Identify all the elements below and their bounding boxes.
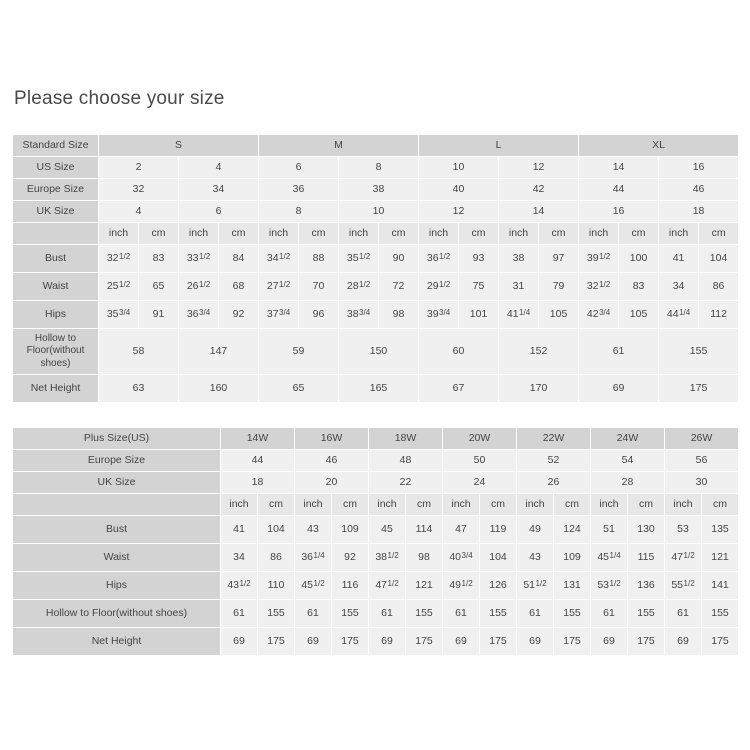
measure-cell: 92 xyxy=(332,544,369,572)
measure-cell: 175 xyxy=(628,628,665,656)
measure-cell: 147 xyxy=(179,329,259,375)
row-label-hips: Hips xyxy=(13,572,221,600)
plus-size-cell: 20W xyxy=(443,428,517,450)
measure-cell: 175 xyxy=(659,375,739,403)
measure-cell: 175 xyxy=(332,628,369,656)
measure-cell: 47 xyxy=(443,516,480,544)
measure-cell: 291/2 xyxy=(419,273,459,301)
unit-cell: cm xyxy=(459,223,499,245)
measure-cell: 69 xyxy=(517,628,554,656)
europe-size-cell: 54 xyxy=(591,450,665,472)
measure-cell: 104 xyxy=(699,245,739,273)
letter-size-xl: XL xyxy=(579,135,739,157)
measure-cell: 251/2 xyxy=(99,273,139,301)
table-row-us-size xyxy=(13,157,739,179)
table-row-bust xyxy=(13,245,739,273)
plus-size-cell: 14W xyxy=(221,428,295,450)
measure-cell: 69 xyxy=(591,628,628,656)
measure-cell: 34 xyxy=(221,544,258,572)
measure-cell: 83 xyxy=(619,273,659,301)
measure-cell: 86 xyxy=(699,273,739,301)
measure-cell: 441/4 xyxy=(659,301,699,329)
unit-cell: cm xyxy=(554,494,591,516)
table-row-plus-waist xyxy=(13,544,739,572)
measure-cell: 116 xyxy=(332,572,369,600)
row-label-units xyxy=(13,494,221,516)
row-label-uk-size: UK Size xyxy=(13,472,221,494)
uk-size-cell: 20 xyxy=(295,472,369,494)
measure-cell: 38 xyxy=(499,245,539,273)
unit-cell: inch xyxy=(369,494,406,516)
measure-cell: 331/2 xyxy=(179,245,219,273)
standard-size-table xyxy=(12,134,739,403)
row-label-bust: Bust xyxy=(13,516,221,544)
europe-size-cell: 42 xyxy=(499,179,579,201)
uk-size-cell: 14 xyxy=(499,201,579,223)
row-label-uk-size: UK Size xyxy=(13,201,99,223)
unit-cell: inch xyxy=(659,223,699,245)
unit-cell: cm xyxy=(299,223,339,245)
measure-cell: 393/4 xyxy=(419,301,459,329)
measure-cell: 175 xyxy=(702,628,739,656)
table-row-plus-units xyxy=(13,494,739,516)
europe-size-cell: 36 xyxy=(259,179,339,201)
measure-cell: 361/2 xyxy=(419,245,459,273)
measure-cell: 155 xyxy=(554,600,591,628)
measure-cell: 69 xyxy=(665,628,702,656)
uk-size-cell: 24 xyxy=(443,472,517,494)
measure-cell: 130 xyxy=(628,516,665,544)
measure-cell: 90 xyxy=(379,245,419,273)
unit-cell: inch xyxy=(99,223,139,245)
measure-cell: 88 xyxy=(299,245,339,273)
europe-size-cell: 44 xyxy=(579,179,659,201)
uk-size-cell: 16 xyxy=(579,201,659,223)
measure-cell: 353/4 xyxy=(99,301,139,329)
table-row-plus-net-height xyxy=(13,628,739,656)
row-label-bust: Bust xyxy=(13,245,99,273)
measure-cell: 155 xyxy=(628,600,665,628)
measure-cell: 69 xyxy=(579,375,659,403)
row-label-plus-size: Plus Size(US) xyxy=(13,428,221,450)
europe-size-cell: 40 xyxy=(419,179,499,201)
table-row-hips xyxy=(13,301,739,329)
measure-cell: 150 xyxy=(339,329,419,375)
table-row-uk-size xyxy=(13,201,739,223)
unit-cell: cm xyxy=(702,494,739,516)
unit-cell: cm xyxy=(539,223,579,245)
uk-size-cell: 12 xyxy=(419,201,499,223)
letter-size-s: S xyxy=(99,135,259,157)
measure-cell: 83 xyxy=(139,245,179,273)
measure-cell: 91 xyxy=(139,301,179,329)
measure-cell: 109 xyxy=(554,544,591,572)
measure-cell: 60 xyxy=(419,329,499,375)
unit-cell: inch xyxy=(179,223,219,245)
measure-cell: 41 xyxy=(659,245,699,273)
europe-size-cell: 50 xyxy=(443,450,517,472)
measure-cell: 155 xyxy=(332,600,369,628)
row-label-hollow-to-floor: Hollow to Floor(without shoes) xyxy=(13,600,221,628)
uk-size-cell: 26 xyxy=(517,472,591,494)
measure-cell: 41 xyxy=(221,516,258,544)
measure-cell: 281/2 xyxy=(339,273,379,301)
unit-cell: cm xyxy=(619,223,659,245)
measure-cell: 61 xyxy=(369,600,406,628)
unit-cell: inch xyxy=(499,223,539,245)
uk-size-cell: 6 xyxy=(179,201,259,223)
measure-cell: 511/2 xyxy=(517,572,554,600)
unit-cell: cm xyxy=(480,494,517,516)
us-size-cell: 14 xyxy=(579,157,659,179)
table-row-plus-size xyxy=(13,428,739,450)
measure-cell: 114 xyxy=(406,516,443,544)
us-size-cell: 4 xyxy=(179,157,259,179)
measure-cell: 104 xyxy=(480,544,517,572)
plus-size-table xyxy=(12,427,739,656)
measure-cell: 363/4 xyxy=(179,301,219,329)
table-row-plus-europe-size xyxy=(13,450,739,472)
measure-cell: 101 xyxy=(459,301,499,329)
us-size-cell: 16 xyxy=(659,157,739,179)
measure-cell: 96 xyxy=(299,301,339,329)
europe-size-cell: 52 xyxy=(517,450,591,472)
uk-size-cell: 10 xyxy=(339,201,419,223)
measure-cell: 126 xyxy=(480,572,517,600)
uk-size-cell: 8 xyxy=(259,201,339,223)
measure-cell: 53 xyxy=(665,516,702,544)
measure-cell: 155 xyxy=(258,600,295,628)
plus-size-cell: 24W xyxy=(591,428,665,450)
uk-size-cell: 28 xyxy=(591,472,665,494)
measure-cell: 135 xyxy=(702,516,739,544)
measure-cell: 105 xyxy=(539,301,579,329)
unit-cell: cm xyxy=(258,494,295,516)
measure-cell: 65 xyxy=(139,273,179,301)
measure-cell: 152 xyxy=(499,329,579,375)
europe-size-cell: 44 xyxy=(221,450,295,472)
measure-cell: 175 xyxy=(406,628,443,656)
unit-cell: inch xyxy=(221,494,258,516)
measure-cell: 67 xyxy=(419,375,499,403)
table-row-europe-size xyxy=(13,179,739,201)
measure-cell: 124 xyxy=(554,516,591,544)
unit-cell: inch xyxy=(579,223,619,245)
table-row-net-height xyxy=(13,375,739,403)
europe-size-cell: 38 xyxy=(339,179,419,201)
measure-cell: 70 xyxy=(299,273,339,301)
measure-cell: 49 xyxy=(517,516,554,544)
row-label-units xyxy=(13,223,99,245)
measure-cell: 383/4 xyxy=(339,301,379,329)
measure-cell: 361/4 xyxy=(295,544,332,572)
measure-cell: 69 xyxy=(295,628,332,656)
unit-cell: cm xyxy=(139,223,179,245)
measure-cell: 423/4 xyxy=(579,301,619,329)
measure-cell: 43 xyxy=(517,544,554,572)
measure-cell: 451/2 xyxy=(295,572,332,600)
row-label-europe-size: Europe Size xyxy=(13,450,221,472)
measure-cell: 121 xyxy=(406,572,443,600)
unit-cell: inch xyxy=(443,494,480,516)
plus-size-cell: 18W xyxy=(369,428,443,450)
measure-cell: 104 xyxy=(258,516,295,544)
measure-cell: 59 xyxy=(259,329,339,375)
measure-cell: 61 xyxy=(295,600,332,628)
uk-size-cell: 18 xyxy=(659,201,739,223)
row-label-europe-size: Europe Size xyxy=(13,179,99,201)
measure-cell: 160 xyxy=(179,375,259,403)
unit-cell: inch xyxy=(419,223,459,245)
letter-size-m: M xyxy=(259,135,419,157)
us-size-cell: 12 xyxy=(499,157,579,179)
europe-size-cell: 46 xyxy=(659,179,739,201)
uk-size-cell: 18 xyxy=(221,472,295,494)
measure-cell: 86 xyxy=(258,544,295,572)
us-size-cell: 8 xyxy=(339,157,419,179)
table-row-plus-hips xyxy=(13,572,739,600)
table-row-hollow-to-floor xyxy=(13,329,739,375)
measure-cell: 61 xyxy=(591,600,628,628)
measure-cell: 261/2 xyxy=(179,273,219,301)
measure-cell: 79 xyxy=(539,273,579,301)
row-label-standard-size: Standard Size xyxy=(13,135,99,157)
table-row-plus-uk-size xyxy=(13,472,739,494)
unit-cell: cm xyxy=(406,494,443,516)
measure-cell: 175 xyxy=(554,628,591,656)
measure-cell: 98 xyxy=(406,544,443,572)
measure-cell: 155 xyxy=(406,600,443,628)
measure-cell: 491/2 xyxy=(443,572,480,600)
measure-cell: 341/2 xyxy=(259,245,299,273)
measure-cell: 271/2 xyxy=(259,273,299,301)
unit-cell: inch xyxy=(517,494,554,516)
measure-cell: 141 xyxy=(702,572,739,600)
us-size-cell: 2 xyxy=(99,157,179,179)
table-row-units xyxy=(13,223,739,245)
unit-cell: inch xyxy=(259,223,299,245)
letter-size-l: L xyxy=(419,135,579,157)
page-title: Please choose your size xyxy=(14,88,225,109)
measure-cell: 531/2 xyxy=(591,572,628,600)
measure-cell: 72 xyxy=(379,273,419,301)
measure-cell: 112 xyxy=(699,301,739,329)
measure-cell: 61 xyxy=(579,329,659,375)
measure-cell: 165 xyxy=(339,375,419,403)
row-label-hips: Hips xyxy=(13,301,99,329)
row-label-us-size: US Size xyxy=(13,157,99,179)
measure-cell: 105 xyxy=(619,301,659,329)
measure-cell: 431/2 xyxy=(221,572,258,600)
measure-cell: 98 xyxy=(379,301,419,329)
unit-cell: cm xyxy=(628,494,665,516)
unit-cell: cm xyxy=(332,494,369,516)
measure-cell: 136 xyxy=(628,572,665,600)
measure-cell: 121 xyxy=(702,544,739,572)
unit-cell: cm xyxy=(379,223,419,245)
row-label-waist: Waist xyxy=(13,544,221,572)
unit-cell: cm xyxy=(219,223,259,245)
europe-size-cell: 48 xyxy=(369,450,443,472)
measure-cell: 45 xyxy=(369,516,406,544)
unit-cell: inch xyxy=(665,494,702,516)
measure-cell: 391/2 xyxy=(579,245,619,273)
measure-cell: 110 xyxy=(258,572,295,600)
measure-cell: 100 xyxy=(619,245,659,273)
measure-cell: 68 xyxy=(219,273,259,301)
measure-cell: 131 xyxy=(554,572,591,600)
standard-table-body xyxy=(13,135,739,403)
measure-cell: 381/2 xyxy=(369,544,406,572)
plus-size-cell: 16W xyxy=(295,428,369,450)
unit-cell: inch xyxy=(295,494,332,516)
uk-size-cell: 22 xyxy=(369,472,443,494)
unit-cell: inch xyxy=(591,494,628,516)
europe-size-cell: 56 xyxy=(665,450,739,472)
measure-cell: 61 xyxy=(443,600,480,628)
table-row-waist xyxy=(13,273,739,301)
measure-cell: 97 xyxy=(539,245,579,273)
uk-size-cell: 4 xyxy=(99,201,179,223)
measure-cell: 411/4 xyxy=(499,301,539,329)
unit-cell: cm xyxy=(699,223,739,245)
measure-cell: 373/4 xyxy=(259,301,299,329)
measure-cell: 155 xyxy=(702,600,739,628)
measure-cell: 321/2 xyxy=(99,245,139,273)
europe-size-cell: 32 xyxy=(99,179,179,201)
measure-cell: 155 xyxy=(659,329,739,375)
measure-cell: 58 xyxy=(99,329,179,375)
measure-cell: 69 xyxy=(221,628,258,656)
table-row-standard-size xyxy=(13,135,739,157)
measure-cell: 119 xyxy=(480,516,517,544)
measure-cell: 155 xyxy=(480,600,517,628)
europe-size-cell: 46 xyxy=(295,450,369,472)
measure-cell: 93 xyxy=(459,245,499,273)
row-label-waist: Waist xyxy=(13,273,99,301)
table-row-plus-bust xyxy=(13,516,739,544)
measure-cell: 109 xyxy=(332,516,369,544)
measure-cell: 403/4 xyxy=(443,544,480,572)
measure-cell: 34 xyxy=(659,273,699,301)
measure-cell: 451/4 xyxy=(591,544,628,572)
measure-cell: 65 xyxy=(259,375,339,403)
row-label-net-height: Net Height xyxy=(13,628,221,656)
plus-table-body xyxy=(13,428,739,656)
uk-size-cell: 30 xyxy=(665,472,739,494)
measure-cell: 63 xyxy=(99,375,179,403)
measure-cell: 351/2 xyxy=(339,245,379,273)
measure-cell: 321/2 xyxy=(579,273,619,301)
measure-cell: 61 xyxy=(221,600,258,628)
measure-cell: 175 xyxy=(258,628,295,656)
measure-cell: 471/2 xyxy=(369,572,406,600)
measure-cell: 61 xyxy=(517,600,554,628)
measure-cell: 84 xyxy=(219,245,259,273)
measure-cell: 551/2 xyxy=(665,572,702,600)
measure-cell: 69 xyxy=(369,628,406,656)
measure-cell: 92 xyxy=(219,301,259,329)
measure-cell: 471/2 xyxy=(665,544,702,572)
measure-cell: 61 xyxy=(665,600,702,628)
measure-cell: 115 xyxy=(628,544,665,572)
measure-cell: 75 xyxy=(459,273,499,301)
row-label-hollow-to-floor: Hollow to Floor(without shoes) xyxy=(13,329,99,375)
plus-size-cell: 26W xyxy=(665,428,739,450)
measure-cell: 170 xyxy=(499,375,579,403)
measure-cell: 51 xyxy=(591,516,628,544)
measure-cell: 43 xyxy=(295,516,332,544)
unit-cell: inch xyxy=(339,223,379,245)
measure-cell: 31 xyxy=(499,273,539,301)
us-size-cell: 6 xyxy=(259,157,339,179)
europe-size-cell: 34 xyxy=(179,179,259,201)
measure-cell: 69 xyxy=(443,628,480,656)
us-size-cell: 10 xyxy=(419,157,499,179)
measure-cell: 175 xyxy=(480,628,517,656)
row-label-net-height: Net Height xyxy=(13,375,99,403)
plus-size-cell: 22W xyxy=(517,428,591,450)
table-row-plus-hollow-to-floor xyxy=(13,600,739,628)
